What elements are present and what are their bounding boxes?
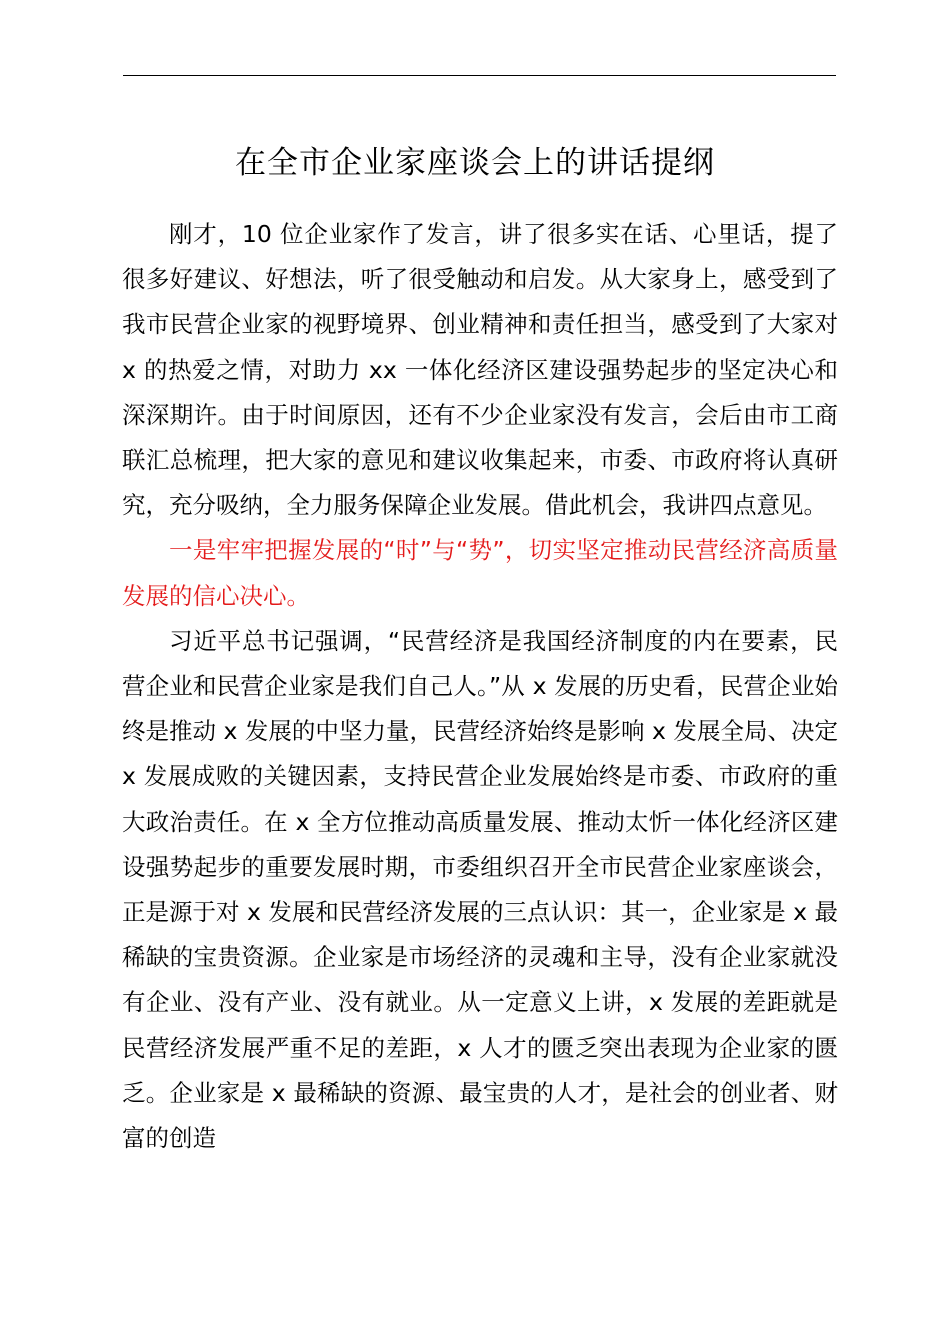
header-rule <box>123 75 836 76</box>
section-heading-one: 一是牢牢把握发展的“时”与“势”，切实坚定推动民营经济高质量发展的信心决心。 <box>122 536 838 610</box>
document-body <box>122 212 838 1161</box>
document-title: 在全市企业家座谈会上的讲话提纲 <box>235 145 715 181</box>
paragraph-intro: 刚才，10 位企业家作了发言，讲了很多实在话、心里话，提了很多好建议、好想法，听了很受触动和启发。从大家身上，感受到了我市民营企业家的视野境界、创业精神和责任担当，感受到了大家对 x 的热爱之情，对助力 xx 一体化经济区建设强势起步的坚定决心和深深期许。由于时间原因，还有不少企业家没有发言，会后由市工商联汇总梳理，把大家的意见和建议收集起来，市委、市政府将认真研究，充分吸纳，全力服务保障企业发展。借此机会，我讲四点意见。 <box>122 220 838 520</box>
paragraph-section-one-body: 习近平总书记强调，“民营经济是我国经济制度的内在要素，民营企业和民营企业家是我们自己人。”从 x 发展的历史看，民营企业始终是推动 x 发展的中坚力量，民营经济始终是影响 x 发展全局、决定 x 发展成败的关键因素，支持民营企业发展始终是市委、市政府的重大政治责任。在 x 全方位推动高质量发展、推动太忻一体化经济区建设强势起步的重要发展时期，市委组织召开全市民营企业家座谈会，正是源于对 x 发展和民营经济发展的三点认识：其一，企业家是 x 最稀缺的宝贵资源。企业家是市场经济的灵魂和主导，没有企业家就没有企业、没有产业、没有就业。从一定意义上讲，x 发展的差距就是民营经济发展严重不足的差距，x 人才的匮乏突出表现为企业家的匮乏。企业家是 x 最稀缺的资源、最宝贵的人才，是社会的创业者、财富的创造 <box>122 626 838 1153</box>
